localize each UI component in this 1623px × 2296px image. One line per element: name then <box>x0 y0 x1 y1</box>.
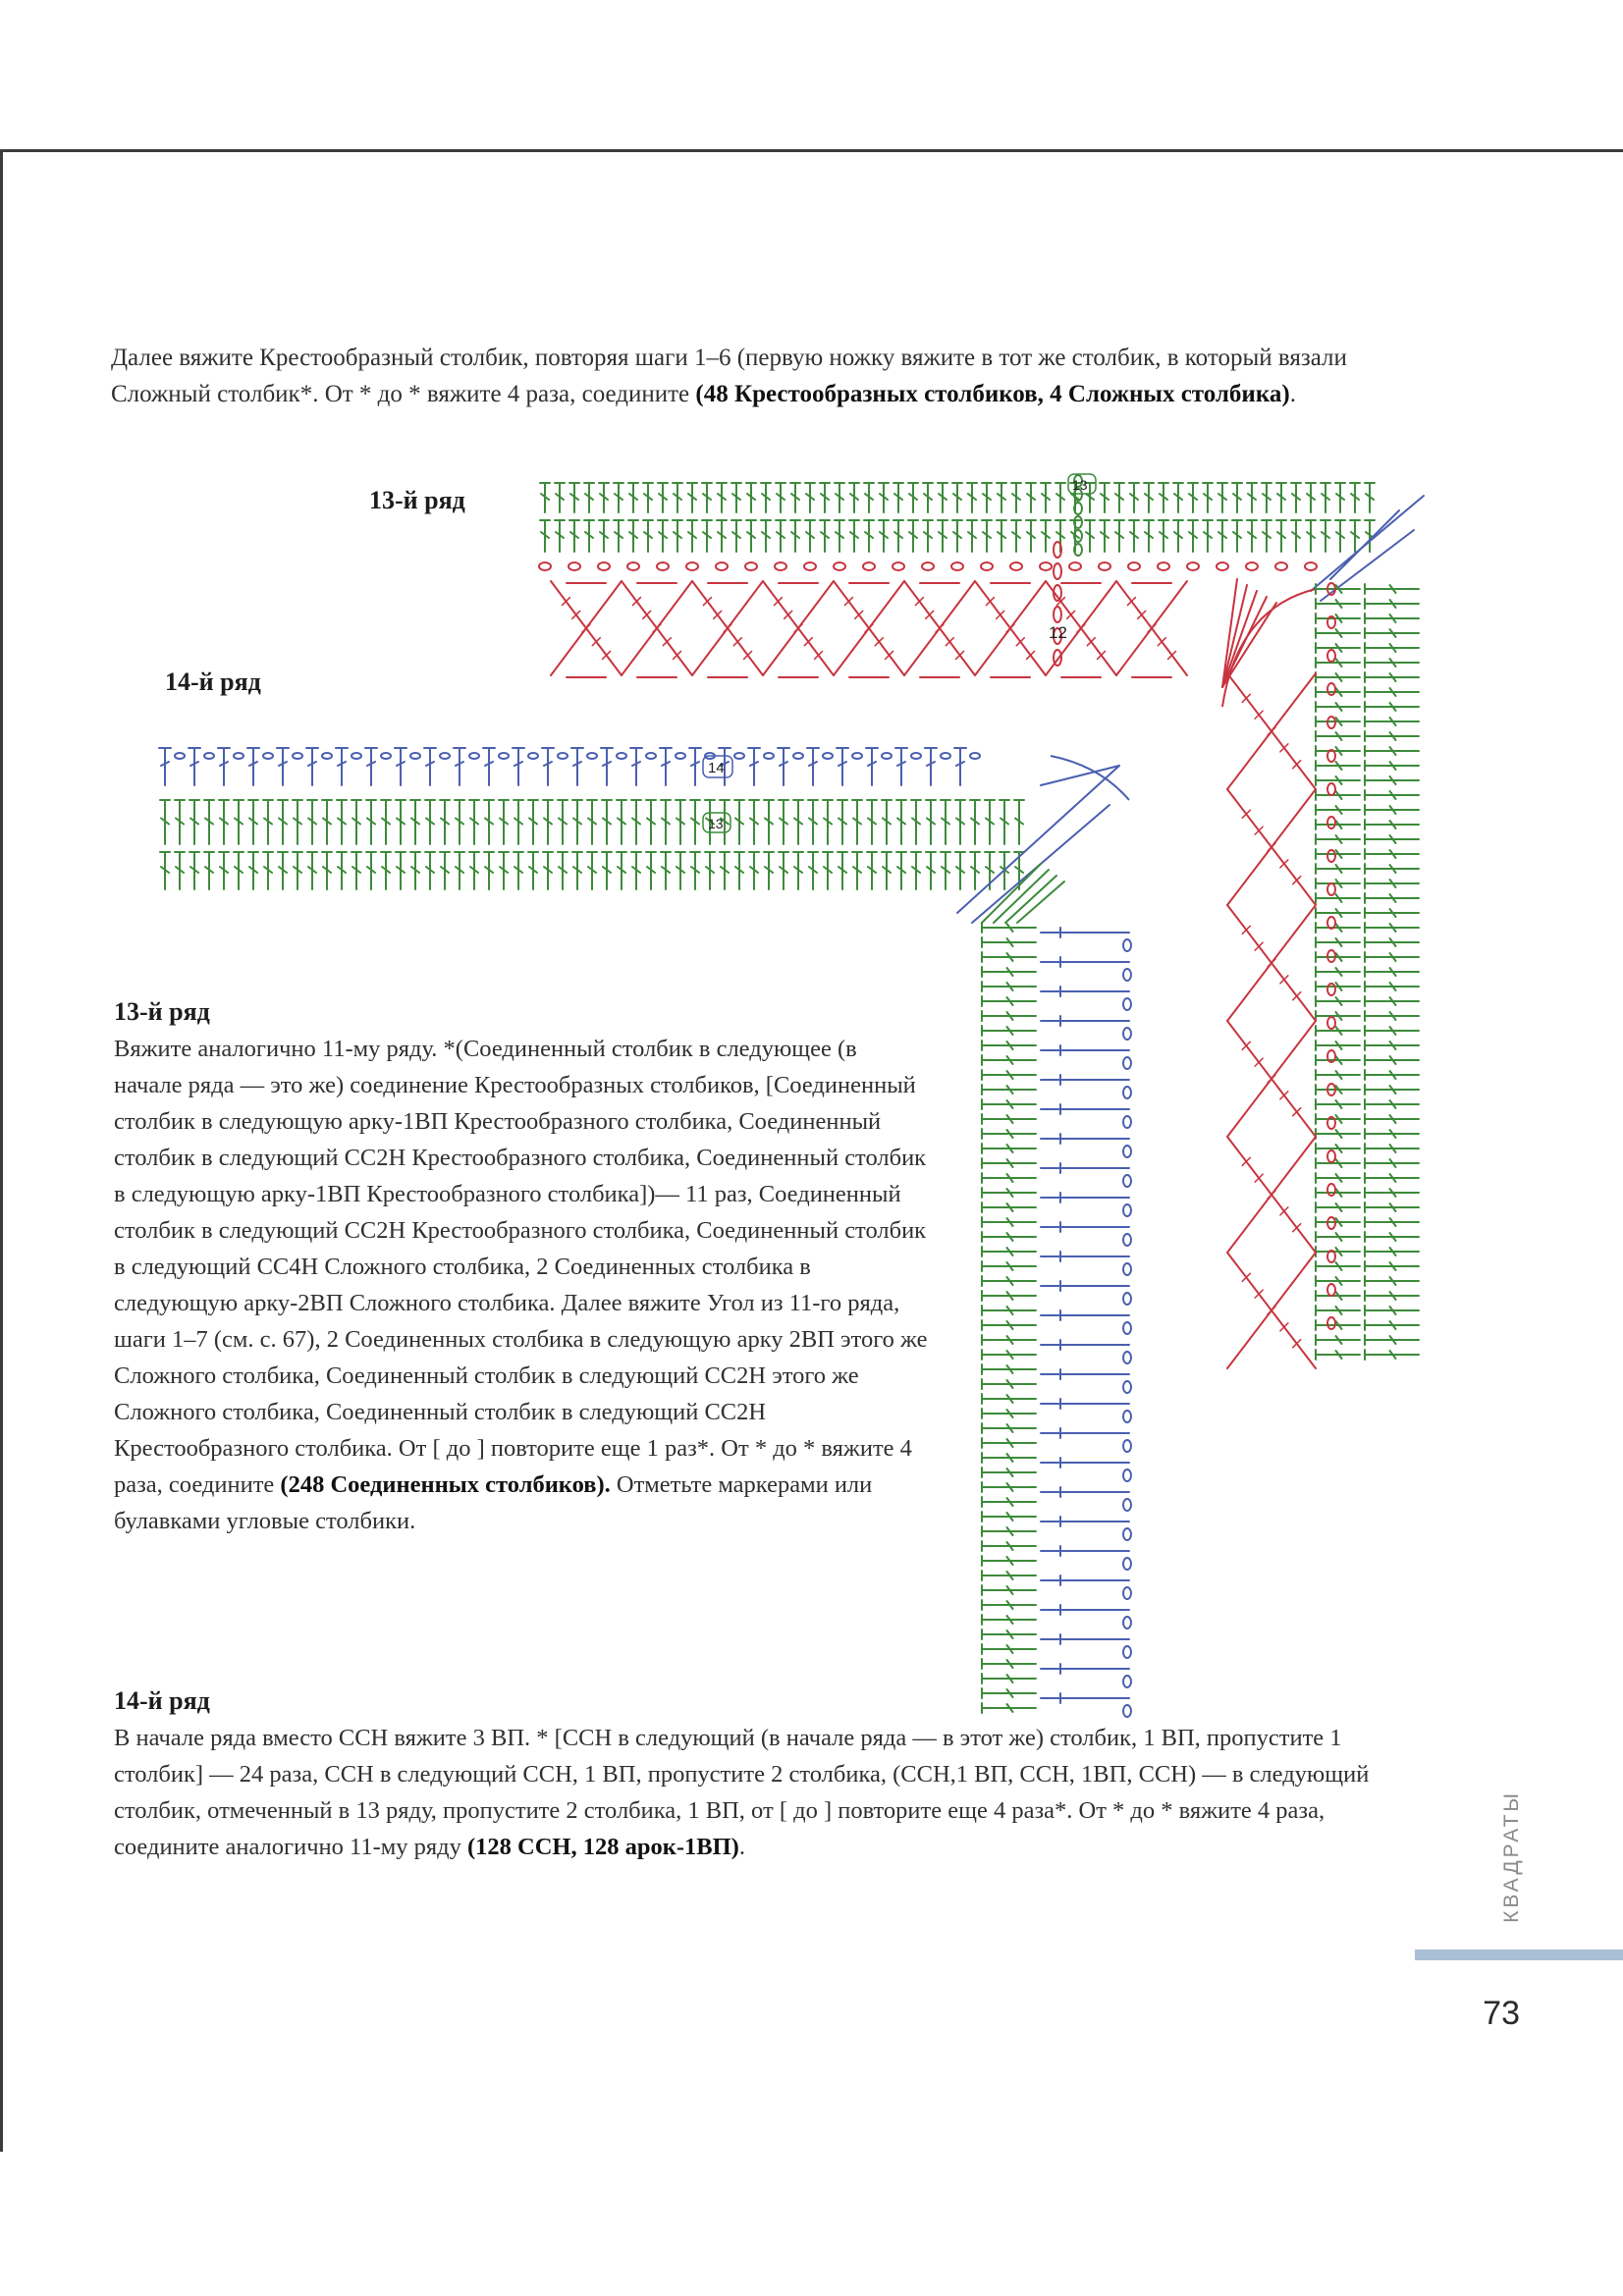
chain-stitch-symbol <box>1327 650 1335 662</box>
chain-stitch-symbol <box>882 753 892 759</box>
chain-stitch-symbol <box>627 562 639 570</box>
chain-stitch-symbol <box>793 753 803 759</box>
chain-stitch-symbol <box>1327 683 1335 695</box>
chain-stitch-symbol <box>558 753 568 759</box>
chain-stitch-symbol <box>1327 984 1335 995</box>
chain-stitch-symbol <box>1327 1284 1335 1296</box>
chain-stitch-symbol <box>1054 650 1061 666</box>
chain-stitch-symbol <box>293 753 302 759</box>
chain-stitch-symbol <box>970 753 980 759</box>
chain-stitch-symbol <box>686 562 698 570</box>
chain-stitch-symbol <box>1123 1440 1131 1452</box>
page-number: 73 <box>1483 1995 1520 2032</box>
chain-stitch-symbol <box>893 562 904 570</box>
chain-stitch-symbol <box>1099 562 1110 570</box>
chain-stitch-symbol <box>863 562 875 570</box>
chain-stitch-symbol <box>1123 1676 1131 1687</box>
chain-stitch-symbol <box>1123 1587 1131 1599</box>
chain-stitch-symbol <box>1246 562 1258 570</box>
row-14-bold-count: (128 ССН, 128 арок-1ВП) <box>467 1834 739 1860</box>
corner-fan-stitch <box>1017 881 1064 923</box>
chain-stitch-symbol <box>764 753 774 759</box>
corner-fan-stitch <box>1005 876 1056 923</box>
row-13-bold-count: (248 Соединенных столбиков). <box>280 1471 611 1498</box>
chain-stitch-symbol <box>1123 1204 1131 1216</box>
chain-stitch-symbol <box>734 753 744 759</box>
chain-stitch-symbol <box>234 753 243 759</box>
chain-stitch-symbol <box>598 562 610 570</box>
chain-stitch-symbol <box>1054 607 1061 622</box>
chain-stitch-symbol <box>1054 563 1061 579</box>
chain-stitch-symbol <box>1327 883 1335 895</box>
chain-stitch-symbol <box>539 562 551 570</box>
chain-stitch-symbol <box>1123 1646 1131 1658</box>
chain-stitch-symbol <box>440 753 450 759</box>
chain-stitch-symbol <box>1123 939 1131 951</box>
chain-stitch-symbol <box>1123 1293 1131 1305</box>
chain-stitch-symbol <box>981 562 993 570</box>
chain-stitch-symbol <box>1123 1558 1131 1570</box>
intro-bold-count: (48 Крестообразных столбиков, 4 Сложных столбика) <box>695 381 1290 407</box>
chain-stitch-symbol <box>1128 562 1140 570</box>
chain-stitch-symbol <box>1010 562 1022 570</box>
chain-stitch-symbol <box>1040 562 1052 570</box>
chain-stitch-symbol <box>1123 1234 1131 1246</box>
chain-stitch-symbol <box>1123 1263 1131 1275</box>
chain-stitch-symbol <box>1327 783 1335 795</box>
marker-13-top-label: 13 <box>1072 477 1088 493</box>
chain-stitch-symbol <box>1123 1057 1131 1069</box>
section-side-label: КВАДРАТЫ <box>1500 1789 1523 1923</box>
chain-stitch-symbol <box>1123 1469 1131 1481</box>
chain-stitch-symbol <box>823 753 833 759</box>
chain-stitch-symbol <box>1123 1705 1131 1717</box>
chain-stitch-symbol <box>1123 1322 1131 1334</box>
chain-stitch-symbol <box>775 562 786 570</box>
chain-stitch-symbol <box>352 753 361 759</box>
corner-fan-stitch <box>957 766 1119 913</box>
chain-stitch-symbol <box>568 562 580 570</box>
chain-stitch-symbol <box>1123 1499 1131 1511</box>
chain-stitch-symbol <box>1123 998 1131 1010</box>
chain-stitch-symbol <box>716 562 728 570</box>
marker-12-label: 12 <box>1049 623 1067 642</box>
chain-stitch-symbol <box>617 753 626 759</box>
chain-stitch-symbol <box>1123 1116 1131 1128</box>
chain-stitch-symbol <box>1187 562 1199 570</box>
chain-stitch-symbol <box>499 753 509 759</box>
chain-stitch-symbol <box>1327 1317 1335 1329</box>
chain-stitch-symbol <box>1327 1184 1335 1196</box>
chain-stitch-symbol <box>1217 562 1228 570</box>
chain-stitch-symbol <box>1123 1028 1131 1040</box>
chain-stitch-symbol <box>1275 562 1287 570</box>
chain-stitch-symbol <box>587 753 597 759</box>
chain-stitch-symbol <box>941 753 950 759</box>
chain-stitch-symbol <box>646 753 656 759</box>
marker-14-label: 14 <box>708 760 725 776</box>
row-14-instructions: В начале ряда вместо ССН вяжите 3 ВП. * [ССН в следующий (в начале ряда — в этот же) столбик, 1 ВП, пропустите 1 столбик] — 24 раза, ССН в следующий ССН, 1 ВП, пропустите 2 столбика, (ССН,1 ВП, ССН, 1ВП, ССН) — в следующий столбик, отмеченный в 13 ряду, пропустите 2 столбика, 1 ВП, от [ до ] повторите еще 4 раза*. От * до * вяжите 4 раза, соедините аналогично 11-му ряду (128 ССН, 128 арок-1ВП). <box>114 1725 1370 1860</box>
chain-stitch-symbol <box>1123 1617 1131 1629</box>
chain-stitch-symbol <box>381 753 391 759</box>
page-accent-bar <box>1415 1949 1623 1960</box>
chain-stitch-symbol <box>852 753 862 759</box>
chain-stitch-symbol <box>1069 562 1081 570</box>
chain-stitch-symbol <box>204 753 214 759</box>
chain-stitch-symbol <box>528 753 538 759</box>
chain-stitch-symbol <box>175 753 185 759</box>
chain-stitch-symbol <box>469 753 479 759</box>
chain-stitch-symbol <box>951 562 963 570</box>
chain-stitch-symbol <box>1158 562 1169 570</box>
chain-stitch-symbol <box>1327 817 1335 828</box>
chain-stitch-symbol <box>745 562 757 570</box>
chain-stitch-symbol <box>1123 1352 1131 1363</box>
chain-stitch-symbol <box>1123 1175 1131 1187</box>
chain-stitch-symbol <box>911 753 921 759</box>
chain-stitch-symbol <box>1123 969 1131 981</box>
marker-13-label: 13 <box>708 816 724 831</box>
chain-stitch-symbol <box>1123 1087 1131 1098</box>
chain-stitch-symbol <box>1327 850 1335 862</box>
intro-paragraph: Далее вяжите Крестообразный столбик, повторяя шаги 1–6 (первую ножку вяжите в тот же столбик, в который вязали Сложный столбик*. От * до * вяжите 4 раза, соедините (48 Крестообразных столбиков, 4 Сложных столбика). <box>111 345 1347 407</box>
diagram-label-row-13: 13-й ряд <box>369 486 465 514</box>
chain-stitch-symbol <box>410 753 420 759</box>
chain-stitch-symbol <box>1327 1017 1335 1029</box>
chain-stitch-symbol <box>1123 1411 1131 1422</box>
chain-stitch-symbol <box>1123 1381 1131 1393</box>
chain-stitch-symbol <box>657 562 669 570</box>
diagram-label-row-14: 14-й ряд <box>165 667 261 696</box>
chain-stitch-symbol <box>1123 1528 1131 1540</box>
chain-stitch-symbol <box>834 562 845 570</box>
chain-stitch-symbol <box>1305 562 1317 570</box>
row-13-instructions: Вяжите аналогично 11-му ряду. *(Соединенный столбик в следующее (в начале ряда — это же) соединение Крестообразных столбиков, [Соединенный столбик в следующую арку-1ВП Крестообразного столбика, Соединенный столбик в следующий СС2Н Крестообразного столбика, Соединенный столбик в следующую арку-1ВП Крестообразного столбика])— 11 раз, Соединенный столбик в следующий СС2Н Крестообразного столбика, Соединенный столбик в следующий СС4Н Сложного столбика, 2 Соединенных столбика в следующую арку-2ВП Сложного столбика. Далее вяжите Угол из 11-го ряда, шаги 1–7 (см. с. 67), 2 Соединенных столбика в следующую арку 2ВП этого же Сложного столбика, Соединенный столбик в следующий СС2Н этого же Сложного столбика, Соединенный столбик в следующий СС2Н Крестообразного столбика. От [ до ] повторите еще 1 раз*. От * до * вяжите 4 раза, соедините (248 Соединенных столбиков). Отметьте маркерами или булавками угловые столбики. <box>114 1036 928 1534</box>
row-13-heading: 13-й ряд <box>114 997 210 1026</box>
row-14-heading: 14-й ряд <box>114 1686 210 1715</box>
chain-stitch-symbol <box>322 753 332 759</box>
chain-stitch-symbol <box>804 562 816 570</box>
chain-stitch-symbol <box>1327 1150 1335 1162</box>
chain-stitch-symbol <box>1123 1146 1131 1157</box>
chain-stitch-symbol <box>676 753 685 759</box>
chain-stitch-symbol <box>922 562 934 570</box>
chain-stitch-symbol <box>263 753 273 759</box>
